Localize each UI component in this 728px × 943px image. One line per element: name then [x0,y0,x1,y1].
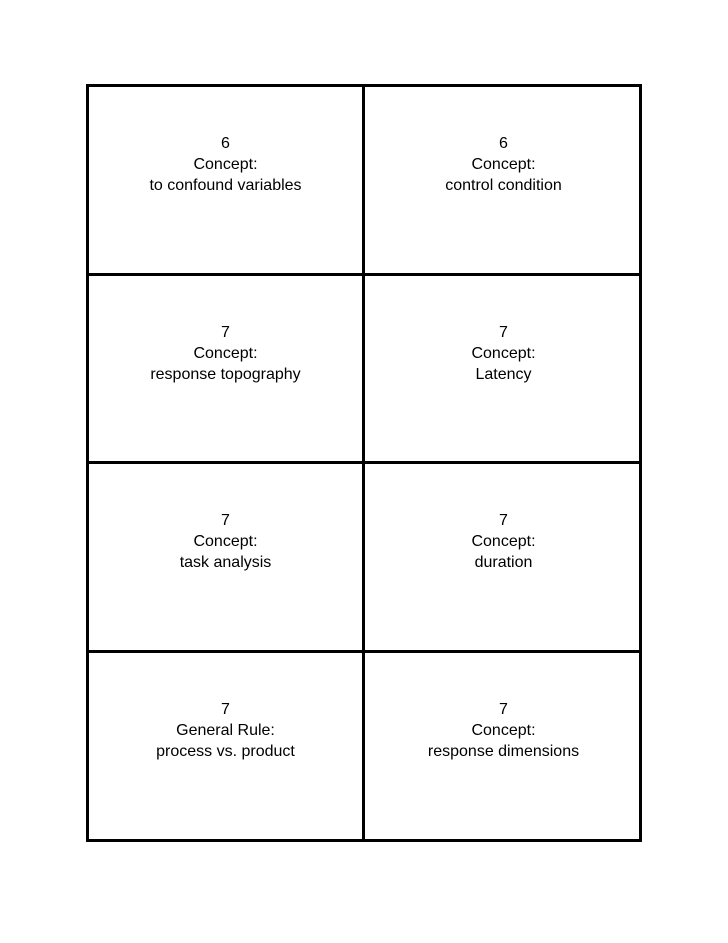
card-term: to confound variables [149,177,302,194]
card-term: response dimensions [427,743,580,760]
card-kind-label: Concept: [471,533,536,550]
card-term: duration [474,554,533,571]
card-kind-label: Concept: [193,533,258,550]
card-chapter-number: 7 [499,512,508,529]
flashcard [365,87,642,276]
card-kind-label: General Rule: [176,722,275,739]
card-kind-label: Concept: [193,345,258,362]
flashcard-grid [86,84,642,842]
flashcard [365,276,642,464]
card-term: response topography [150,366,301,383]
flashcard [89,276,365,464]
flashcard [89,87,365,276]
card-chapter-number: 7 [499,324,508,341]
card-term: control condition [445,177,562,194]
card-kind-label: Concept: [471,722,536,739]
card-chapter-number: 6 [499,135,508,152]
flashcard [365,653,642,839]
card-chapter-number: 7 [221,512,230,529]
card-kind-label: Concept: [193,156,258,173]
flashcard [89,653,365,839]
card-term: task analysis [179,554,272,571]
card-chapter-number: 7 [221,701,230,718]
flashcard [365,464,642,653]
card-kind-label: Concept: [471,156,536,173]
card-chapter-number: 7 [499,701,508,718]
card-term: process vs. product [156,743,295,760]
card-kind-label: Concept: [471,345,536,362]
card-chapter-number: 7 [221,324,230,341]
card-term: Latency [475,366,532,383]
flashcard [89,464,365,653]
card-chapter-number: 6 [221,135,230,152]
